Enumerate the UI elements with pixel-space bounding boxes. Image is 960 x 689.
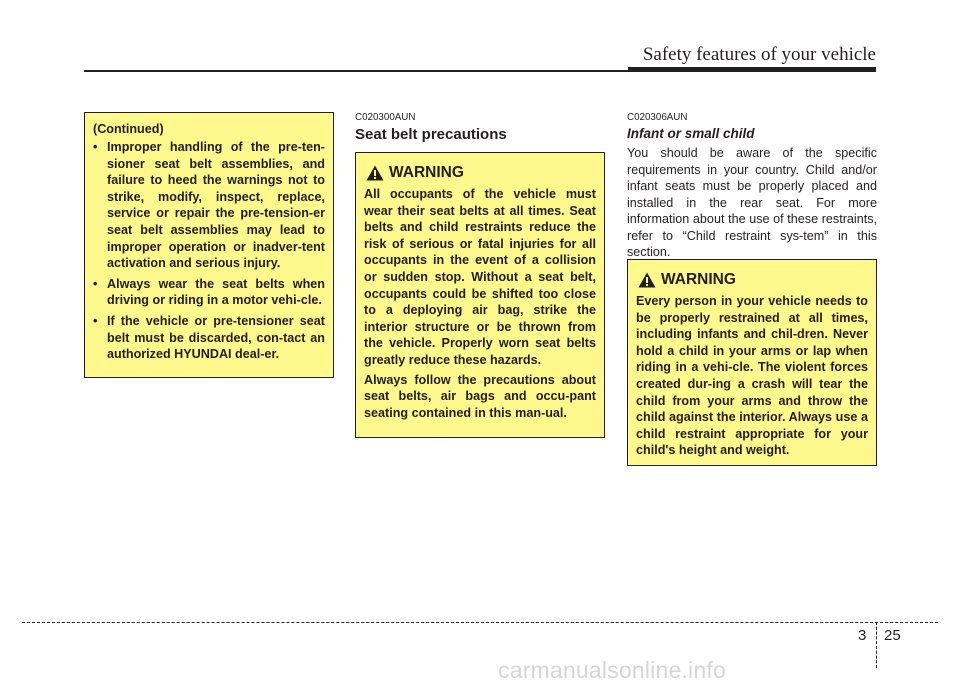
continued-warning-box: [84, 112, 334, 378]
list-item-text: Always wear the seat belts when driving or riding in a motor vehi-cle.: [107, 276, 325, 308]
list-item: [93, 276, 325, 309]
continued-bullet-list: [93, 139, 325, 363]
warning-paragraph: All occupants of the vehicle must wear their seat belts at all times. Seat belts and child restraints reduce the risk of serious or fatal injuries for all occupants in the event of a collision or sudden stop. Without a seat belt, occupants could be shifted too close to a deploying air bag, strike the interior structure or be thrown from the vehicle. Properly worn seat belts greatly reduce these hazards.: [364, 187, 596, 367]
section-subtitle: Infant or small child: [627, 126, 755, 141]
section-title: Seat belt precautions: [355, 126, 507, 143]
warning-label: WARNING: [661, 271, 736, 288]
warning-header: [638, 269, 868, 291]
page-number: 25: [884, 627, 901, 644]
warning-triangle-icon: [366, 165, 384, 181]
list-item-text: Improper handling of the pre-ten-sioner seat belt assemblies, and failure to heed the warnings not to strike, modify, inspect, replace, service or repair the pre-tension-er seat belt assemblies may lead to improper operation or inadver-tent activation and serious injury.: [107, 140, 325, 271]
warning-text: [364, 186, 596, 421]
section-body-text: You should be aware of the specific requirements in your country. Child and/or infant seats must be properly placed and installed in the rear seat. For more information about the use of these restraints, refer to “Child restraint sys-tem” in this section.: [627, 146, 877, 259]
section-code: C020306AUN: [627, 112, 688, 123]
continued-heading: (Continued): [93, 122, 164, 136]
warning-text: Every person in your vehicle needs to be properly restrained at all times, including infants and chil-dren. Never hold a child in your arms or lap when riding in a vehi-cle. The violent forces created dur-ing a crash will tear the child from your arms and throw the child against the interior. Always use a child restraint appropriate for your child's height and weight.: [636, 294, 868, 458]
warning-paragraph: Always follow the precautions about seat belts, air bags and occu-pant seating contained in this man-ual.: [364, 372, 596, 420]
list-item: [93, 139, 325, 272]
chapter-number: 3: [858, 627, 867, 644]
header-rule: [84, 70, 876, 72]
section-code: C020300AUN: [355, 112, 416, 123]
list-item: [93, 313, 325, 363]
bullet-icon: •: [93, 276, 98, 291]
footer-divider: [876, 622, 877, 668]
warning-triangle-icon: [638, 272, 656, 288]
seat-belt-precautions-section: [355, 112, 605, 143]
bullet-icon: •: [93, 313, 98, 328]
footer-rule: [22, 622, 938, 623]
warning-box-child: [627, 259, 877, 466]
bullet-icon: •: [93, 140, 98, 154]
watermark: carmanualsonline.info: [498, 657, 726, 683]
warning-box-seat-belts: [355, 152, 605, 438]
page-header-title: Safety features of your vehicle: [642, 44, 876, 65]
infant-small-child-section: [627, 112, 877, 261]
warning-label: WARNING: [389, 164, 464, 181]
warning-header: [366, 162, 596, 184]
list-item-text: If the vehicle or pre-tensioner seat belt must be discarded, con-tact an authorized HYUNDAI deal-er.: [107, 313, 325, 362]
